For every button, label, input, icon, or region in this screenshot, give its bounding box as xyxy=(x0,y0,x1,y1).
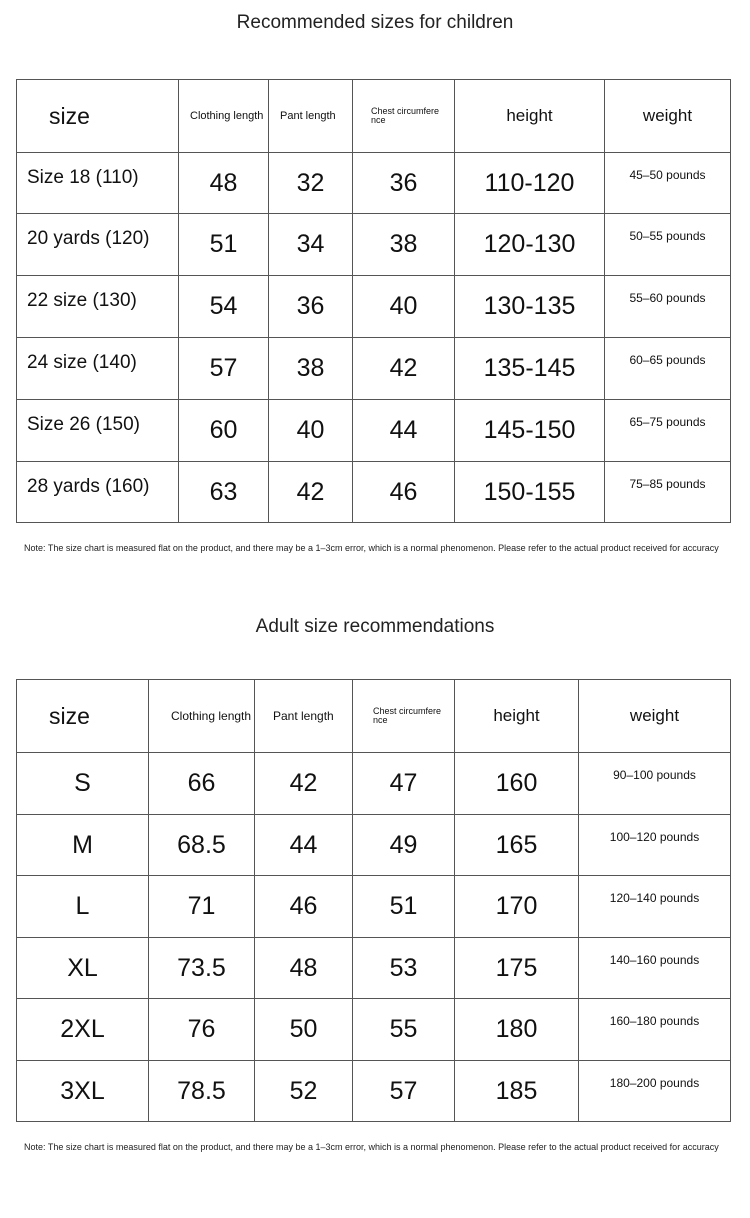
pant-length-cell: 42 xyxy=(269,462,353,523)
height-cell: 170 xyxy=(455,876,579,938)
pant-length-cell: 32 xyxy=(269,153,353,214)
table-row xyxy=(17,815,731,876)
clothing-length-cell: 78.5 xyxy=(149,1061,255,1122)
size-cell: S xyxy=(17,753,149,815)
size-cell: 3XL xyxy=(17,1061,149,1122)
clothing-length-cell: 60 xyxy=(179,400,269,462)
weight-cell: 45–50 pounds xyxy=(605,153,731,214)
pant-length-cell: 44 xyxy=(255,815,353,876)
pant-length-cell: 52 xyxy=(255,1061,353,1122)
height-cell: 130-135 xyxy=(455,276,605,338)
table-header-row xyxy=(17,80,731,153)
weight-cell: 60–65 pounds xyxy=(605,338,731,400)
header-height: height xyxy=(455,680,579,753)
header-weight: weight xyxy=(579,680,731,753)
height-cell: 110-120 xyxy=(455,153,605,214)
height-cell: 135-145 xyxy=(455,338,605,400)
size-cell: M xyxy=(17,815,149,876)
pant-length-cell: 36 xyxy=(269,276,353,338)
chest-cell: 46 xyxy=(353,462,455,523)
table-row xyxy=(17,153,731,214)
clothing-length-cell: 66 xyxy=(149,753,255,815)
height-cell: 185 xyxy=(455,1061,579,1122)
size-cell: L xyxy=(17,876,149,938)
adult-size-table xyxy=(16,679,731,1122)
weight-cell: 90–100 pounds xyxy=(579,753,731,815)
chest-cell: 47 xyxy=(353,753,455,815)
pant-length-cell: 50 xyxy=(255,999,353,1061)
table-row xyxy=(17,999,731,1061)
table-row xyxy=(17,462,731,523)
height-cell: 120-130 xyxy=(455,214,605,276)
header-chest-circumference: Chest circumfere nce xyxy=(353,680,455,753)
clothing-length-cell: 76 xyxy=(149,999,255,1061)
chest-cell: 51 xyxy=(353,876,455,938)
table-row xyxy=(17,938,731,999)
weight-cell: 180–200 pounds xyxy=(579,1061,731,1122)
children-size-note: Note: The size chart is measured flat on the product, and there may be a 1–3cm error, which is a normal phenomenon. Please refer to the actual product received for accuracy xyxy=(24,543,719,553)
chest-cell: 40 xyxy=(353,276,455,338)
pant-length-cell: 38 xyxy=(269,338,353,400)
children-size-table xyxy=(16,79,731,523)
chest-cell: 57 xyxy=(353,1061,455,1122)
weight-cell: 65–75 pounds xyxy=(605,400,731,462)
table-row xyxy=(17,876,731,938)
pant-length-cell: 34 xyxy=(269,214,353,276)
height-cell: 165 xyxy=(455,815,579,876)
pant-length-cell: 48 xyxy=(255,938,353,999)
size-cell: Size 26 (150) xyxy=(17,400,179,462)
clothing-length-cell: 48 xyxy=(179,153,269,214)
header-pant-length: Pant length xyxy=(255,680,353,753)
clothing-length-cell: 71 xyxy=(149,876,255,938)
adult-size-note: Note: The size chart is measured flat on the product, and there may be a 1–3cm error, which is a normal phenomenon. Please refer to the actual product received for accuracy xyxy=(24,1142,719,1152)
clothing-length-cell: 63 xyxy=(179,462,269,523)
clothing-length-cell: 51 xyxy=(179,214,269,276)
size-cell: Size 18 (110) xyxy=(17,153,179,214)
chest-cell: 42 xyxy=(353,338,455,400)
pant-length-cell: 40 xyxy=(269,400,353,462)
header-clothing-length: Clothing length xyxy=(179,80,269,153)
height-cell: 175 xyxy=(455,938,579,999)
weight-cell: 120–140 pounds xyxy=(579,876,731,938)
header-pant-length: Pant length xyxy=(269,80,353,153)
chest-cell: 49 xyxy=(353,815,455,876)
clothing-length-cell: 68.5 xyxy=(149,815,255,876)
clothing-length-cell: 73.5 xyxy=(149,938,255,999)
height-cell: 145-150 xyxy=(455,400,605,462)
header-size: size xyxy=(17,80,179,153)
height-cell: 180 xyxy=(455,999,579,1061)
clothing-length-cell: 57 xyxy=(179,338,269,400)
chest-cell: 44 xyxy=(353,400,455,462)
chest-cell: 53 xyxy=(353,938,455,999)
table-row xyxy=(17,753,731,815)
header-chest-circumference: Chest circumfere nce xyxy=(353,80,455,153)
height-cell: 160 xyxy=(455,753,579,815)
header-clothing-length: Clothing length xyxy=(149,680,255,753)
table-row xyxy=(17,276,731,338)
size-cell: XL xyxy=(17,938,149,999)
chest-cell: 38 xyxy=(353,214,455,276)
chest-cell: 55 xyxy=(353,999,455,1061)
height-cell: 150-155 xyxy=(455,462,605,523)
pant-length-cell: 42 xyxy=(255,753,353,815)
weight-cell: 50–55 pounds xyxy=(605,214,731,276)
pant-length-cell: 46 xyxy=(255,876,353,938)
clothing-length-cell: 54 xyxy=(179,276,269,338)
size-cell: 20 yards (120) xyxy=(17,214,179,276)
table-row xyxy=(17,338,731,400)
header-size: size xyxy=(17,680,149,753)
table-row xyxy=(17,214,731,276)
header-height: height xyxy=(455,80,605,153)
table-row xyxy=(17,400,731,462)
weight-cell: 100–120 pounds xyxy=(579,815,731,876)
children-size-title: Recommended sizes for children xyxy=(236,12,514,33)
header-weight: weight xyxy=(605,80,731,153)
table-header-row xyxy=(17,680,731,753)
chest-cell: 36 xyxy=(353,153,455,214)
weight-cell: 160–180 pounds xyxy=(579,999,731,1061)
weight-cell: 75–85 pounds xyxy=(605,462,731,523)
adult-size-title: Adult size recommendations xyxy=(255,616,495,637)
size-cell: 24 size (140) xyxy=(17,338,179,400)
size-cell: 28 yards (160) xyxy=(17,462,179,523)
table-row xyxy=(17,1061,731,1122)
size-cell: 22 size (130) xyxy=(17,276,179,338)
size-cell: 2XL xyxy=(17,999,149,1061)
weight-cell: 55–60 pounds xyxy=(605,276,731,338)
weight-cell: 140–160 pounds xyxy=(579,938,731,999)
